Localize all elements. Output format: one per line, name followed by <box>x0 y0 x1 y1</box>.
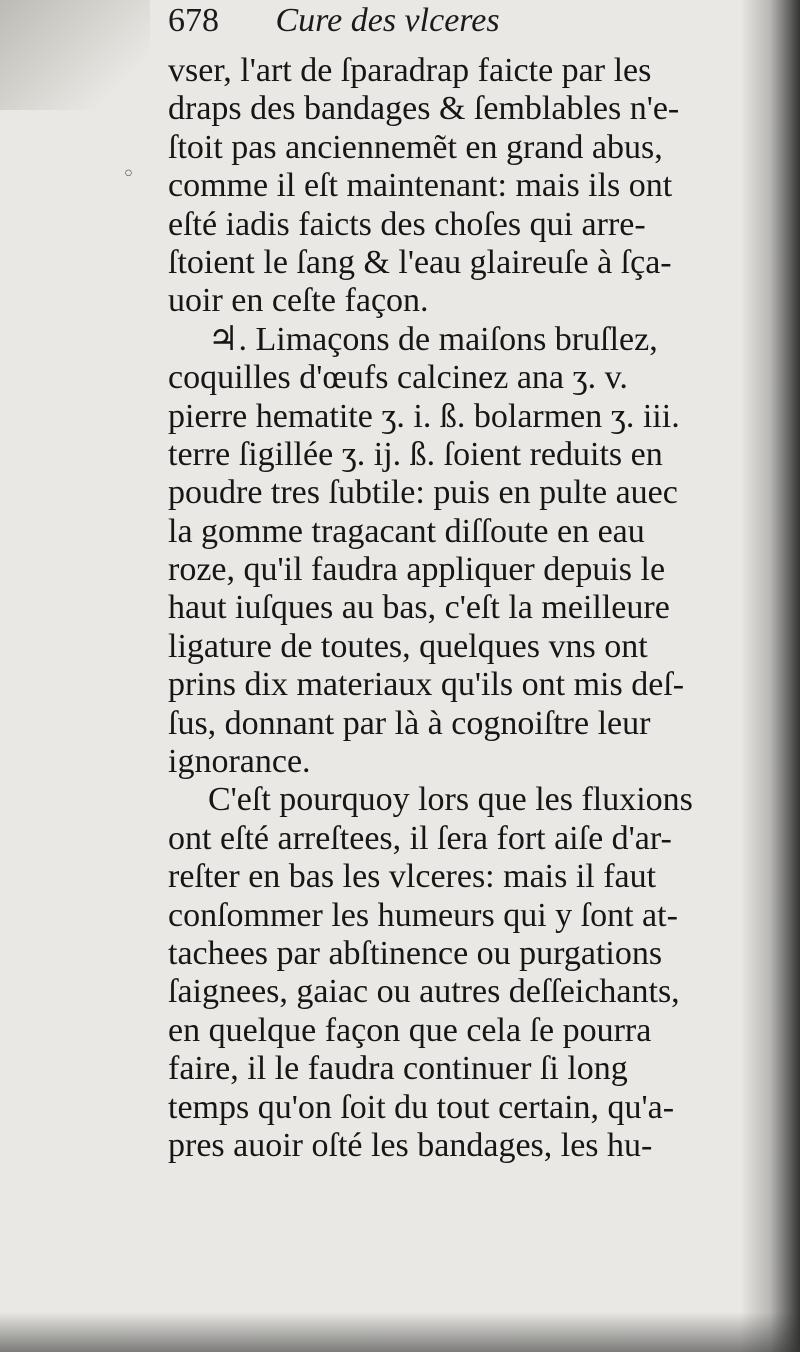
text-line: ſtoit pas anciennemẽt en grand abus, <box>168 128 663 166</box>
text-line: temps qu'on ſoit du tout certain, qu'a- <box>168 1088 675 1126</box>
text-line: terre ſigillée ʒ. ij. ß. ſoient reduits en <box>168 435 663 473</box>
ink-spot-mark: ◦ <box>122 162 135 187</box>
text-line: ligature de toutes, quelques vns ont <box>168 627 648 665</box>
text-line: pierre hematite ʒ. i. ß. bolarmen ʒ. iii. <box>168 397 680 435</box>
text-line: coquilles d'œufs calcinez ana ʒ. v. <box>168 359 628 397</box>
running-head <box>168 2 500 40</box>
text-line: ignorance. <box>168 743 311 781</box>
text-line: prins dix materiaux qu'ils ont mis deſ- <box>168 666 685 704</box>
text-line: vser, l'art de ſparadrap faicte par les <box>168 52 652 89</box>
text-line: pres auoir oſté les bandages, les hu- <box>168 1126 653 1164</box>
text-line: reſter en bas les vlceres: mais il faut <box>168 858 657 896</box>
text-line: conſommer les humeurs qui y ſont at- <box>168 896 678 934</box>
paragraph-start-line: C'eſt pourquoy lors que les fluxions <box>208 781 693 819</box>
recipe-line: ♃. Limaçons de maiſons bruſlez, <box>208 320 658 358</box>
text-line: tachees par abſtinence ou purgations <box>168 934 663 972</box>
text-line: ſtoient le ſang & l'eau glaireuſe à ſça- <box>168 243 672 281</box>
text-line: ſus, donnant par là à cognoiſtre leur <box>168 704 651 742</box>
text-line: la gomme tragacant diſſoute en eau <box>168 512 645 550</box>
page-edge-shadow <box>740 0 800 1352</box>
text-line: en quelque façon que cela ſe pourra <box>168 1011 652 1049</box>
text-line: haut iuſques au bas, c'eſt la meilleure <box>168 589 670 627</box>
text-line: draps des bandages & ſemblables n'e- <box>168 90 680 128</box>
text-line: eſté iadis faicts des choſes qui arre- <box>168 205 646 243</box>
running-title: Cure des vlceres <box>275 2 500 39</box>
text-line: poudre tres ſubtile: puis en pulte auec <box>168 474 678 512</box>
body-text <box>168 52 748 1165</box>
text-line: roze, qu'il faudra appliquer depuis le <box>168 551 666 589</box>
text-line: faire, il le faudra continuer ſi long <box>168 1050 628 1088</box>
text-line: ont eſté arreſtees, il ſera fort aiſe d'ar- <box>168 819 672 857</box>
page-number: 678 <box>168 2 219 39</box>
text-line: ſaignees, gaiac ou autres deſſeichants, <box>168 973 680 1011</box>
text-line: comme il eſt maintenant: mais ils ont <box>168 167 673 205</box>
worn-corner <box>0 0 150 110</box>
bottom-edge-shadow <box>0 1312 800 1352</box>
text-line: uoir en ceſte façon. <box>168 282 429 320</box>
